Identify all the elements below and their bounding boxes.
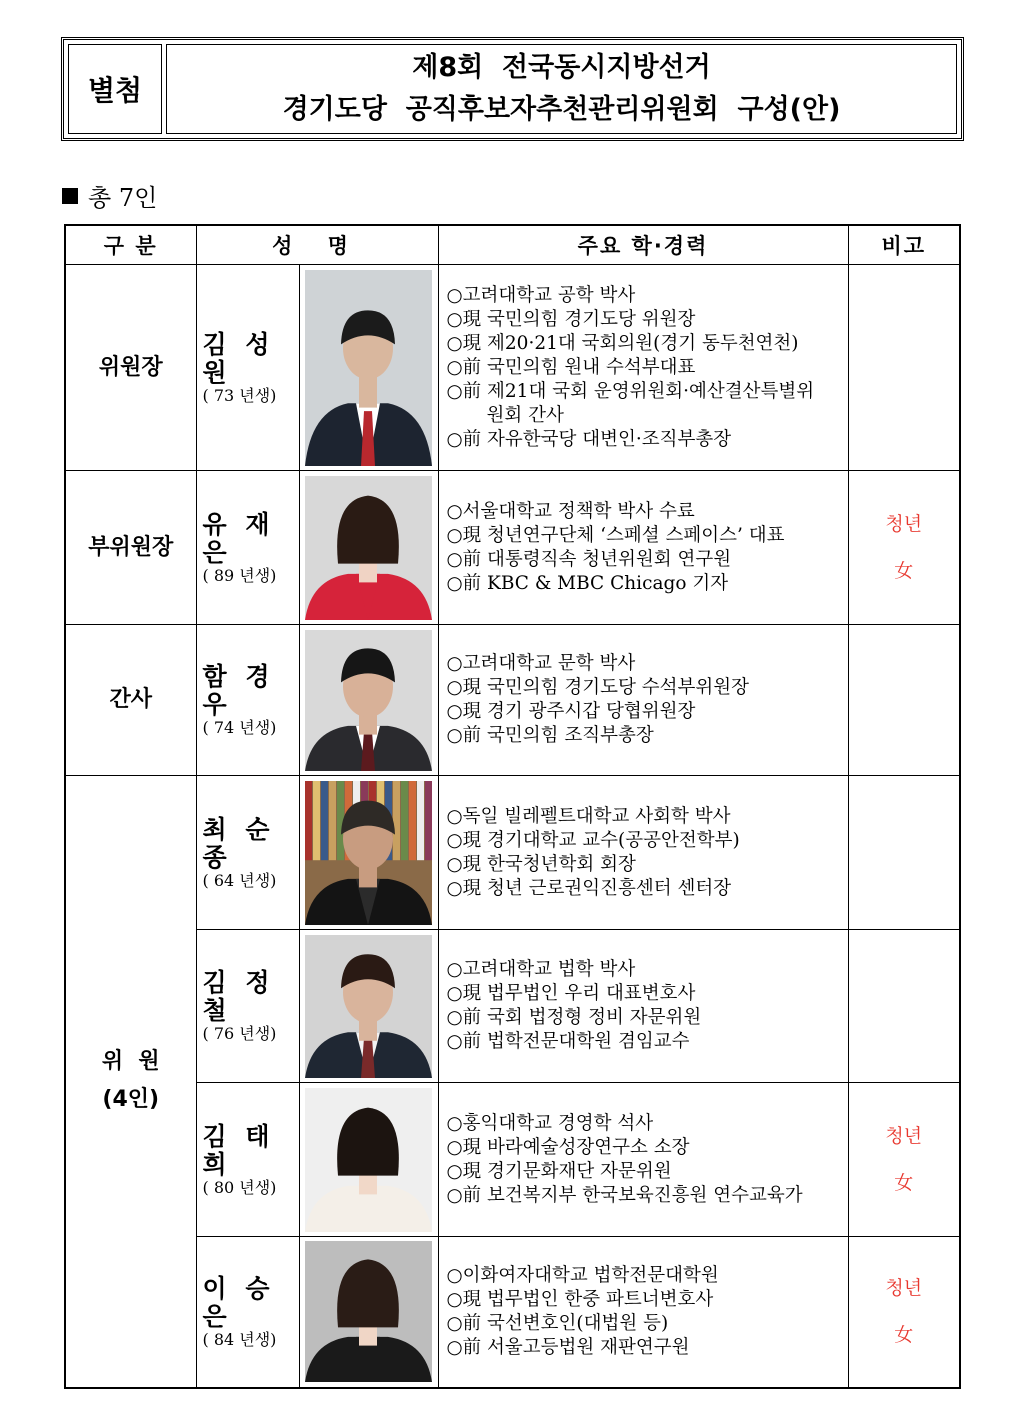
member-photo bbox=[305, 476, 432, 620]
member-photo bbox=[305, 270, 432, 466]
table-row bbox=[65, 625, 960, 776]
name-cell bbox=[196, 1083, 299, 1237]
category-label: 위원장 bbox=[98, 354, 163, 380]
member-birth-year: ( 74 년생) bbox=[202, 718, 277, 737]
career-cell bbox=[438, 1237, 848, 1388]
career-line: ○現 경기 광주시갑 당협위원장 bbox=[446, 701, 696, 722]
member-count-text: 총 7인 bbox=[88, 184, 158, 212]
member-photo bbox=[305, 1241, 432, 1382]
member-birth-year: ( 89 년생) bbox=[202, 565, 277, 585]
note-cell bbox=[848, 776, 960, 930]
member-count bbox=[62, 178, 157, 213]
category-cell bbox=[65, 776, 196, 1388]
attachment-label: 별첨 bbox=[68, 44, 162, 134]
note-cell bbox=[848, 930, 960, 1083]
career-line: ○現 국민의힘 경기도당 수석부위원장 bbox=[446, 677, 749, 698]
career-cell bbox=[438, 930, 848, 1083]
note-female: 女 bbox=[894, 1171, 914, 1194]
table-header-row bbox=[65, 225, 960, 265]
name-cell bbox=[196, 265, 299, 471]
photo-cell bbox=[299, 930, 438, 1083]
career-line: ○現 법무법인 한중 파트너변호사 bbox=[446, 1288, 714, 1310]
career-line: ○現 법무법인 우리 대표변호사 bbox=[446, 983, 696, 1004]
career-line: ○고려대학교 공학 박사 bbox=[446, 284, 636, 306]
career-line: ○前 보건복지부 한국보육진흥원 연수교육가 bbox=[446, 1184, 803, 1206]
note-youth: 청년 bbox=[885, 1276, 923, 1299]
member-photo bbox=[305, 781, 432, 925]
photo-cell bbox=[299, 1237, 438, 1388]
committee-table bbox=[64, 224, 961, 1389]
career-line: ○前 국회 법정형 정비 자문위원 bbox=[446, 1007, 702, 1028]
career-line: ○現 경기문화재단 자문위원 bbox=[446, 1160, 672, 1182]
table-row bbox=[65, 1237, 960, 1388]
career-line: ○前 국민의힘 원내 수석부대표 bbox=[446, 356, 696, 378]
career-line: ○前 서울고등법원 재판연구원 bbox=[446, 1336, 690, 1358]
career-line: ○이화여자대학교 법학전문대학원 bbox=[446, 1264, 719, 1286]
table-row bbox=[65, 930, 960, 1083]
note-cell bbox=[848, 1237, 960, 1388]
career-line: 원회 간사 bbox=[486, 404, 564, 426]
career-line: ○前 국선변호인(대법원 등) bbox=[446, 1312, 669, 1334]
member-birth-year: ( 76 년생) bbox=[202, 1024, 277, 1043]
photo-cell bbox=[299, 776, 438, 930]
header-note: 비고 bbox=[848, 225, 960, 265]
photo-cell bbox=[299, 625, 438, 776]
career-cell bbox=[438, 471, 848, 625]
career-line: ○現 한국청년학회 회장 bbox=[446, 853, 636, 875]
career-line: ○홍익대학교 경영학 석사 bbox=[446, 1112, 654, 1134]
name-cell bbox=[196, 625, 299, 776]
career-cell bbox=[438, 776, 848, 930]
category-sublabel: (4인) bbox=[102, 1087, 160, 1113]
header-career: 주요 학·경력 bbox=[438, 225, 848, 265]
member-name: 김 정 철 bbox=[202, 968, 275, 1025]
photo-cell bbox=[299, 471, 438, 625]
category-cell bbox=[65, 471, 196, 625]
member-name: 함 경 우 bbox=[202, 662, 275, 719]
member-birth-year: ( 84 년생) bbox=[202, 1329, 277, 1349]
member-name: 이 승 은 bbox=[202, 1273, 275, 1331]
career-line: ○독일 빌레펠트대학교 사회학 박사 bbox=[446, 805, 731, 827]
photo-cell bbox=[299, 265, 438, 471]
title-line-1: 제8회 전국동시지방선거 bbox=[412, 52, 711, 83]
member-name: 최 순 종 bbox=[202, 814, 275, 872]
document-header bbox=[61, 37, 964, 141]
name-cell bbox=[196, 930, 299, 1083]
name-cell bbox=[196, 776, 299, 930]
note-female: 女 bbox=[894, 1323, 914, 1346]
category-cell bbox=[65, 265, 196, 471]
career-line: ○고려대학교 법학 박사 bbox=[446, 959, 636, 980]
title-line-2: 경기도당 공직후보자추천관리위원회 구성(안) bbox=[282, 94, 841, 125]
member-name: 김 태 희 bbox=[202, 1121, 275, 1179]
category-label: 위 원 bbox=[101, 1049, 160, 1075]
member-birth-year: ( 80 년생) bbox=[202, 1177, 277, 1197]
career-line: ○現 제20·21대 국회의원(경기 동두천연천) bbox=[446, 332, 799, 354]
table-row bbox=[65, 265, 960, 471]
member-photo bbox=[305, 935, 432, 1078]
career-cell bbox=[438, 265, 848, 471]
career-line: ○前 KBC & MBC Chicago 기자 bbox=[446, 572, 729, 594]
table-row bbox=[65, 1083, 960, 1237]
note-cell bbox=[848, 625, 960, 776]
note-cell bbox=[848, 1083, 960, 1237]
photo-cell bbox=[299, 1083, 438, 1237]
note-youth: 청년 bbox=[885, 512, 923, 535]
member-photo bbox=[305, 630, 432, 771]
name-cell bbox=[196, 1237, 299, 1388]
member-name: 유 재 은 bbox=[202, 509, 275, 567]
career-line: ○고려대학교 문학 박사 bbox=[446, 653, 636, 674]
member-name: 김 성 원 bbox=[202, 329, 275, 387]
career-line: ○現 청년 근로권익진흥센터 센터장 bbox=[446, 877, 732, 899]
category-label: 부위원장 bbox=[88, 534, 174, 560]
note-youth: 청년 bbox=[885, 1124, 923, 1147]
note-cell bbox=[848, 471, 960, 625]
member-birth-year: ( 73 년생) bbox=[202, 385, 277, 405]
table-row bbox=[65, 471, 960, 625]
category-cell bbox=[65, 625, 196, 776]
career-line: ○前 국민의힘 조직부총장 bbox=[446, 725, 654, 746]
table-row bbox=[65, 776, 960, 930]
note-female: 女 bbox=[894, 559, 914, 582]
category-label: 간사 bbox=[109, 687, 152, 712]
career-cell bbox=[438, 1083, 848, 1237]
career-line: ○現 청년연구단체 ‘스페셜 스페이스’ 대표 bbox=[446, 524, 785, 546]
career-line: ○前 자유한국당 대변인·조직부총장 bbox=[446, 428, 732, 450]
note-cell bbox=[848, 265, 960, 471]
career-line: ○前 법학전문대학원 겸임교수 bbox=[446, 1031, 690, 1052]
name-cell bbox=[196, 471, 299, 625]
member-birth-year: ( 64 년생) bbox=[202, 870, 277, 890]
square-bullet-icon bbox=[62, 188, 78, 204]
career-line: ○現 바라예술성장연구소 소장 bbox=[446, 1136, 690, 1158]
career-line: ○서울대학교 정책학 박사 수료 bbox=[446, 500, 695, 522]
career-line: ○前 제21대 국회 운영위원회·예산결산특별위 bbox=[446, 380, 815, 402]
career-cell bbox=[438, 625, 848, 776]
member-photo bbox=[305, 1088, 432, 1232]
career-line: ○前 대통령직속 청년위원회 연구원 bbox=[446, 548, 732, 570]
document-title bbox=[166, 44, 957, 134]
header-category: 구 분 bbox=[65, 225, 196, 265]
career-line: ○現 국민의힘 경기도당 위원장 bbox=[446, 308, 696, 330]
career-line: ○現 경기대학교 교수(공공안전학부) bbox=[446, 829, 740, 851]
header-name: 성 명 bbox=[196, 225, 438, 265]
